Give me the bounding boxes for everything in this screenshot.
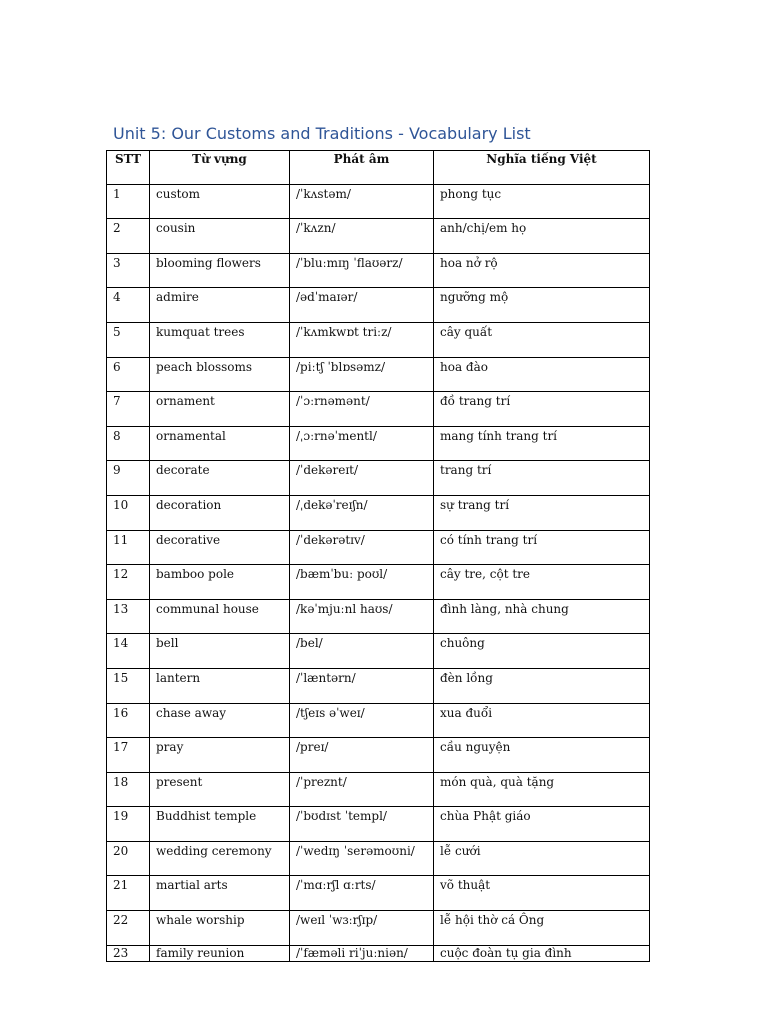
cell-stt: 23 <box>107 945 150 961</box>
table-row <box>107 288 650 323</box>
cell-meaning: mang tính trang trí <box>434 426 650 461</box>
cell-meaning: đình làng, nhà chung <box>434 599 650 634</box>
cell-word: ornamental <box>150 426 290 461</box>
cell-pronunciation: /ˈfæməli riˈjuːniən/ <box>290 945 434 961</box>
cell-word: cousin <box>150 219 290 254</box>
cell-word: decoration <box>150 495 290 530</box>
cell-word: wedding ceremony <box>150 841 290 876</box>
cell-pronunciation: /ˈbʊdɪst ˈtempl/ <box>290 807 434 842</box>
table-row <box>107 738 650 773</box>
table-row <box>107 184 650 219</box>
cell-stt: 7 <box>107 392 150 427</box>
cell-meaning: chuông <box>434 634 650 669</box>
cell-stt: 3 <box>107 253 150 288</box>
table-row <box>107 911 650 946</box>
cell-word: family reunion <box>150 945 290 961</box>
cell-stt: 13 <box>107 599 150 634</box>
cell-stt: 17 <box>107 738 150 773</box>
cell-meaning: phong tục <box>434 184 650 219</box>
table-row <box>107 599 650 634</box>
vocabulary-table <box>106 150 650 962</box>
cell-word: Buddhist temple <box>150 807 290 842</box>
cell-word: lantern <box>150 668 290 703</box>
table-row <box>107 426 650 461</box>
cell-meaning: đồ trang trí <box>434 392 650 427</box>
page-title: Unit 5: Our Customs and Traditions - Vocabulary List <box>113 124 531 143</box>
cell-meaning: ngưỡng mộ <box>434 288 650 323</box>
cell-pronunciation: /bæmˈbuː poʊl/ <box>290 565 434 600</box>
cell-stt: 19 <box>107 807 150 842</box>
cell-word: kumquat trees <box>150 322 290 357</box>
cell-pronunciation: /ˌɔːrnəˈmentl/ <box>290 426 434 461</box>
cell-stt: 12 <box>107 565 150 600</box>
cell-meaning: lễ hội thờ cá Ông <box>434 911 650 946</box>
cell-word: martial arts <box>150 876 290 911</box>
cell-stt: 22 <box>107 911 150 946</box>
cell-meaning: cầu nguyện <box>434 738 650 773</box>
cell-stt: 18 <box>107 772 150 807</box>
table-row <box>107 357 650 392</box>
table-row <box>107 668 650 703</box>
cell-meaning: sự trang trí <box>434 495 650 530</box>
cell-pronunciation: /ˈbluːmɪŋ ˈflaʊərz/ <box>290 253 434 288</box>
cell-pronunciation: /ˈɔːrnəmənt/ <box>290 392 434 427</box>
table-row <box>107 392 650 427</box>
table-row <box>107 841 650 876</box>
cell-pronunciation: /kəˈmjuːnl haʊs/ <box>290 599 434 634</box>
cell-stt: 16 <box>107 703 150 738</box>
table-row <box>107 322 650 357</box>
cell-pronunciation: /ˈmɑːrʃl ɑːrts/ <box>290 876 434 911</box>
cell-word: chase away <box>150 703 290 738</box>
cell-pronunciation: /ˈwedɪŋ ˈserəmoʊni/ <box>290 841 434 876</box>
cell-pronunciation: /ədˈmaɪər/ <box>290 288 434 323</box>
cell-meaning: đèn lồng <box>434 668 650 703</box>
cell-word: custom <box>150 184 290 219</box>
table-row <box>107 495 650 530</box>
cell-meaning: cuộc đoàn tụ gia đình <box>434 945 650 961</box>
table-row <box>107 703 650 738</box>
cell-pronunciation: /preɪ/ <box>290 738 434 773</box>
cell-meaning: võ thuật <box>434 876 650 911</box>
cell-word: ornament <box>150 392 290 427</box>
table-row <box>107 634 650 669</box>
cell-pronunciation: /ˈkʌstəm/ <box>290 184 434 219</box>
cell-pronunciation: /ˌdekəˈreɪʃn/ <box>290 495 434 530</box>
cell-meaning: hoa nở rộ <box>434 253 650 288</box>
cell-meaning: trang trí <box>434 461 650 496</box>
table-row <box>107 253 650 288</box>
cell-word: blooming flowers <box>150 253 290 288</box>
header-word: Từ vựng <box>150 151 290 185</box>
cell-pronunciation: /ˈdekərətɪv/ <box>290 530 434 565</box>
table-row <box>107 461 650 496</box>
table-row <box>107 945 650 961</box>
cell-word: bell <box>150 634 290 669</box>
cell-stt: 20 <box>107 841 150 876</box>
cell-stt: 8 <box>107 426 150 461</box>
cell-stt: 5 <box>107 322 150 357</box>
cell-stt: 21 <box>107 876 150 911</box>
cell-stt: 4 <box>107 288 150 323</box>
header-pronunciation: Phát âm <box>290 151 434 185</box>
cell-stt: 6 <box>107 357 150 392</box>
cell-stt: 15 <box>107 668 150 703</box>
cell-pronunciation: /ˈkʌmkwɒt triːz/ <box>290 322 434 357</box>
cell-word: whale worship <box>150 911 290 946</box>
cell-meaning: anh/chị/em họ <box>434 219 650 254</box>
cell-stt: 9 <box>107 461 150 496</box>
table-row <box>107 565 650 600</box>
cell-meaning: cây quất <box>434 322 650 357</box>
cell-pronunciation: /tʃeɪs əˈweɪ/ <box>290 703 434 738</box>
cell-pronunciation: /bel/ <box>290 634 434 669</box>
cell-meaning: có tính trang trí <box>434 530 650 565</box>
table-row <box>107 772 650 807</box>
cell-pronunciation: /piːtʃ ˈblɒsəmz/ <box>290 357 434 392</box>
cell-word: decorative <box>150 530 290 565</box>
cell-meaning: xua đuổi <box>434 703 650 738</box>
cell-stt: 10 <box>107 495 150 530</box>
cell-pronunciation: /weɪl ˈwɜːrʃɪp/ <box>290 911 434 946</box>
table-row <box>107 807 650 842</box>
cell-pronunciation: /ˈlæntərn/ <box>290 668 434 703</box>
cell-stt: 14 <box>107 634 150 669</box>
cell-meaning: lễ cưới <box>434 841 650 876</box>
cell-word: present <box>150 772 290 807</box>
cell-stt: 2 <box>107 219 150 254</box>
cell-meaning: chùa Phật giáo <box>434 807 650 842</box>
table-row <box>107 530 650 565</box>
cell-meaning: món quà, quà tặng <box>434 772 650 807</box>
cell-word: pray <box>150 738 290 773</box>
table-row <box>107 219 650 254</box>
cell-meaning: hoa đào <box>434 357 650 392</box>
cell-word: communal house <box>150 599 290 634</box>
cell-pronunciation: /ˈdekəreɪt/ <box>290 461 434 496</box>
header-stt: STT <box>107 151 150 185</box>
cell-word: bamboo pole <box>150 565 290 600</box>
cell-word: decorate <box>150 461 290 496</box>
table-row <box>107 876 650 911</box>
cell-meaning: cây tre, cột tre <box>434 565 650 600</box>
table-body <box>107 184 650 961</box>
cell-word: admire <box>150 288 290 323</box>
cell-pronunciation: /ˈpreznt/ <box>290 772 434 807</box>
cell-pronunciation: /ˈkʌzn/ <box>290 219 434 254</box>
header-meaning: Nghĩa tiếng Việt <box>434 151 650 185</box>
cell-stt: 11 <box>107 530 150 565</box>
cell-word: peach blossoms <box>150 357 290 392</box>
table-header-row <box>107 151 650 185</box>
cell-stt: 1 <box>107 184 150 219</box>
